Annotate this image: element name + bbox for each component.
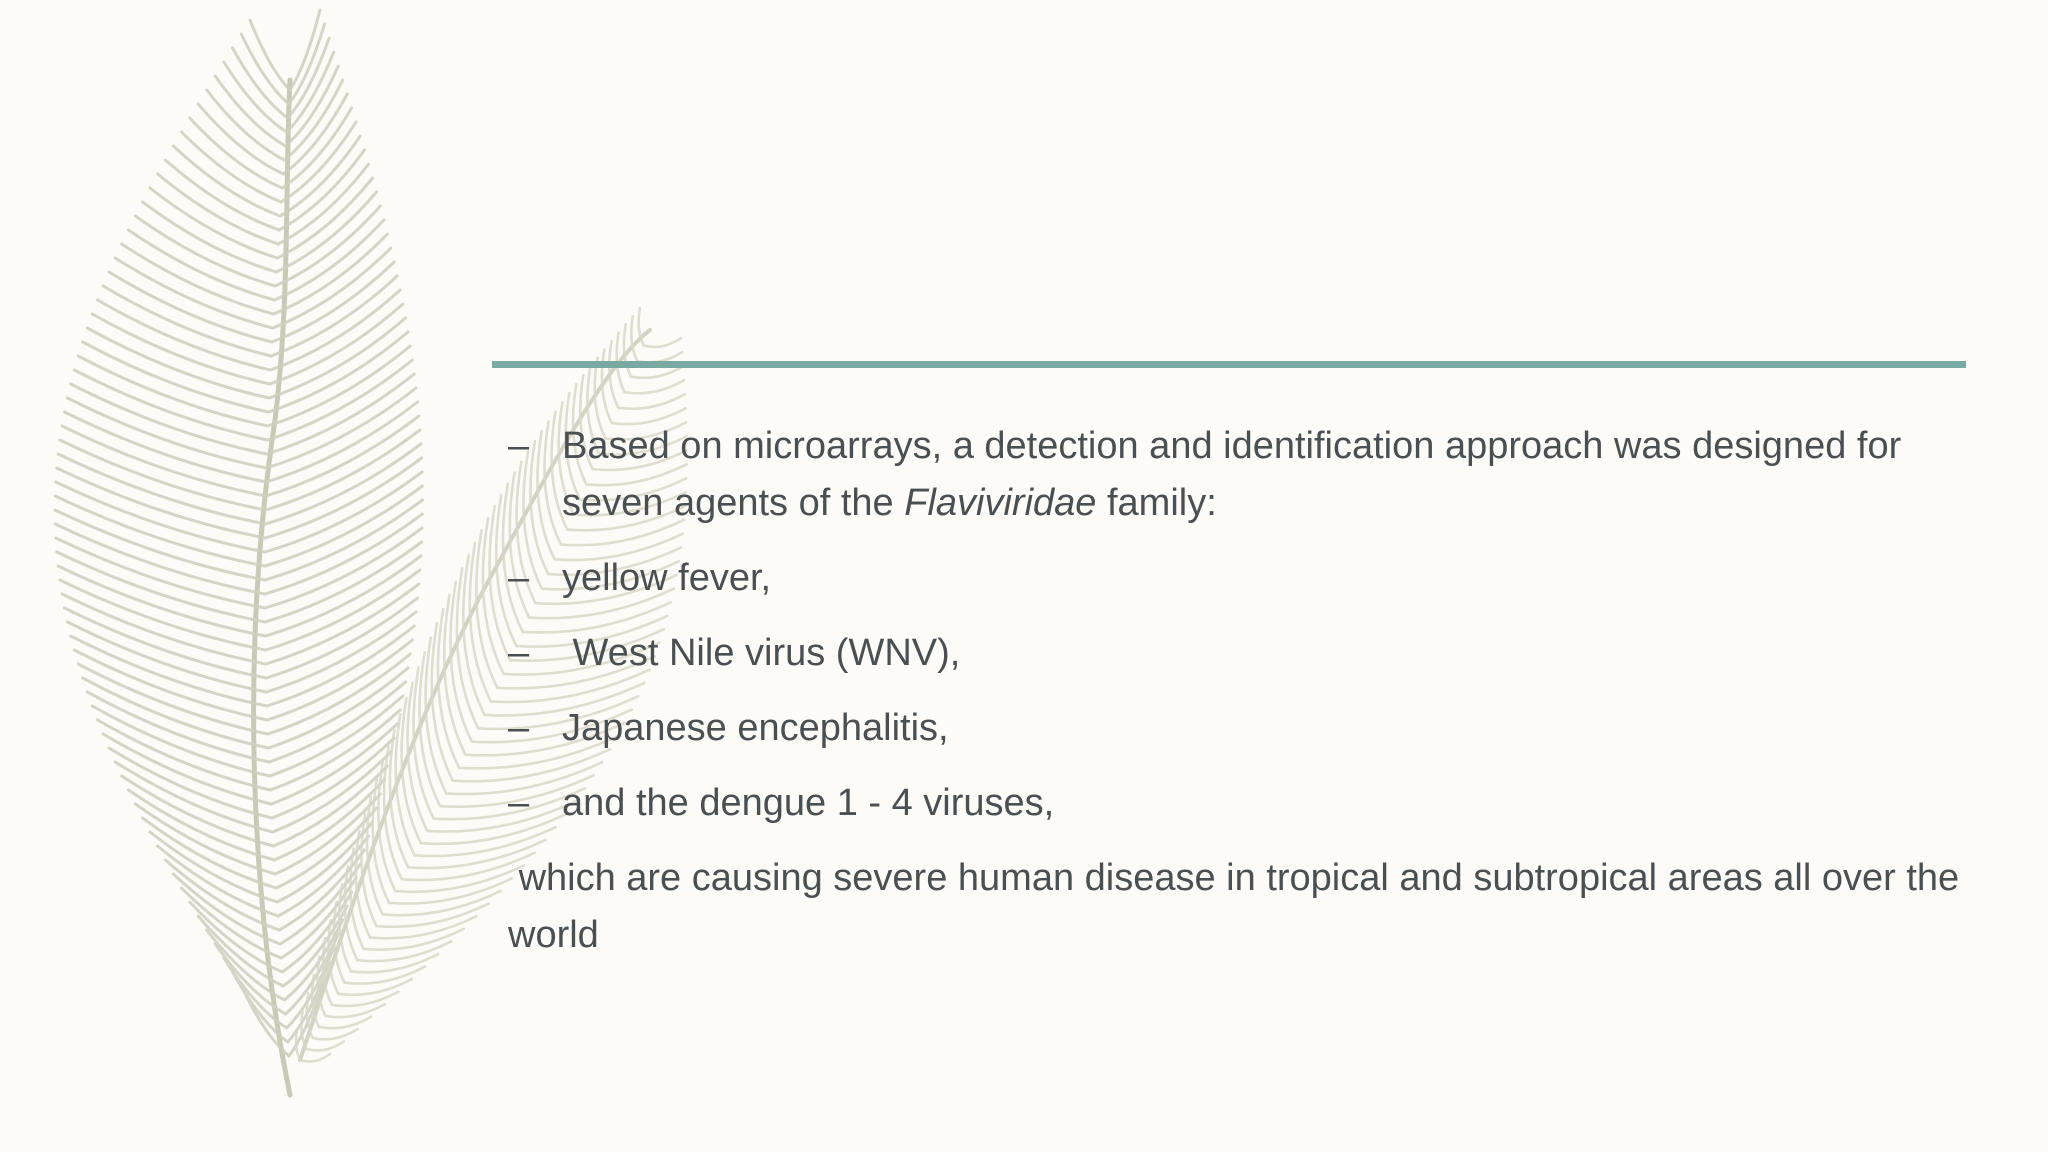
bullet-dash: –	[508, 707, 530, 749]
bullet-item	[508, 550, 1968, 607]
bullet-emphasis: Flaviviridae	[904, 482, 1097, 524]
bullet-text: and the dengue 1 - 4 viruses,	[562, 782, 1055, 824]
bullet-text: Based on microarrays, a detection and identification approach was designed for seven agents of the	[562, 425, 1902, 524]
bullet-item	[508, 418, 1968, 532]
title-divider	[492, 361, 1966, 368]
bullet-dash: –	[508, 632, 530, 674]
bullet-text-tail: family:	[1096, 482, 1217, 524]
bullet-dash: –	[508, 557, 530, 599]
closing-text: which are causing severe human disease in tropical and subtropical areas all over the world	[508, 857, 1970, 956]
slide-content	[508, 418, 1968, 964]
bullet-item	[508, 775, 1968, 832]
bullet-item	[508, 625, 1968, 682]
bullet-item	[508, 700, 1968, 757]
bullet-dash: –	[508, 782, 530, 824]
bullet-text: yellow fever,	[562, 557, 772, 599]
bullet-dash: –	[508, 425, 530, 467]
bullet-text: West Nile virus (WNV),	[562, 632, 961, 674]
bullet-text: Japanese encephalitis,	[562, 707, 949, 749]
